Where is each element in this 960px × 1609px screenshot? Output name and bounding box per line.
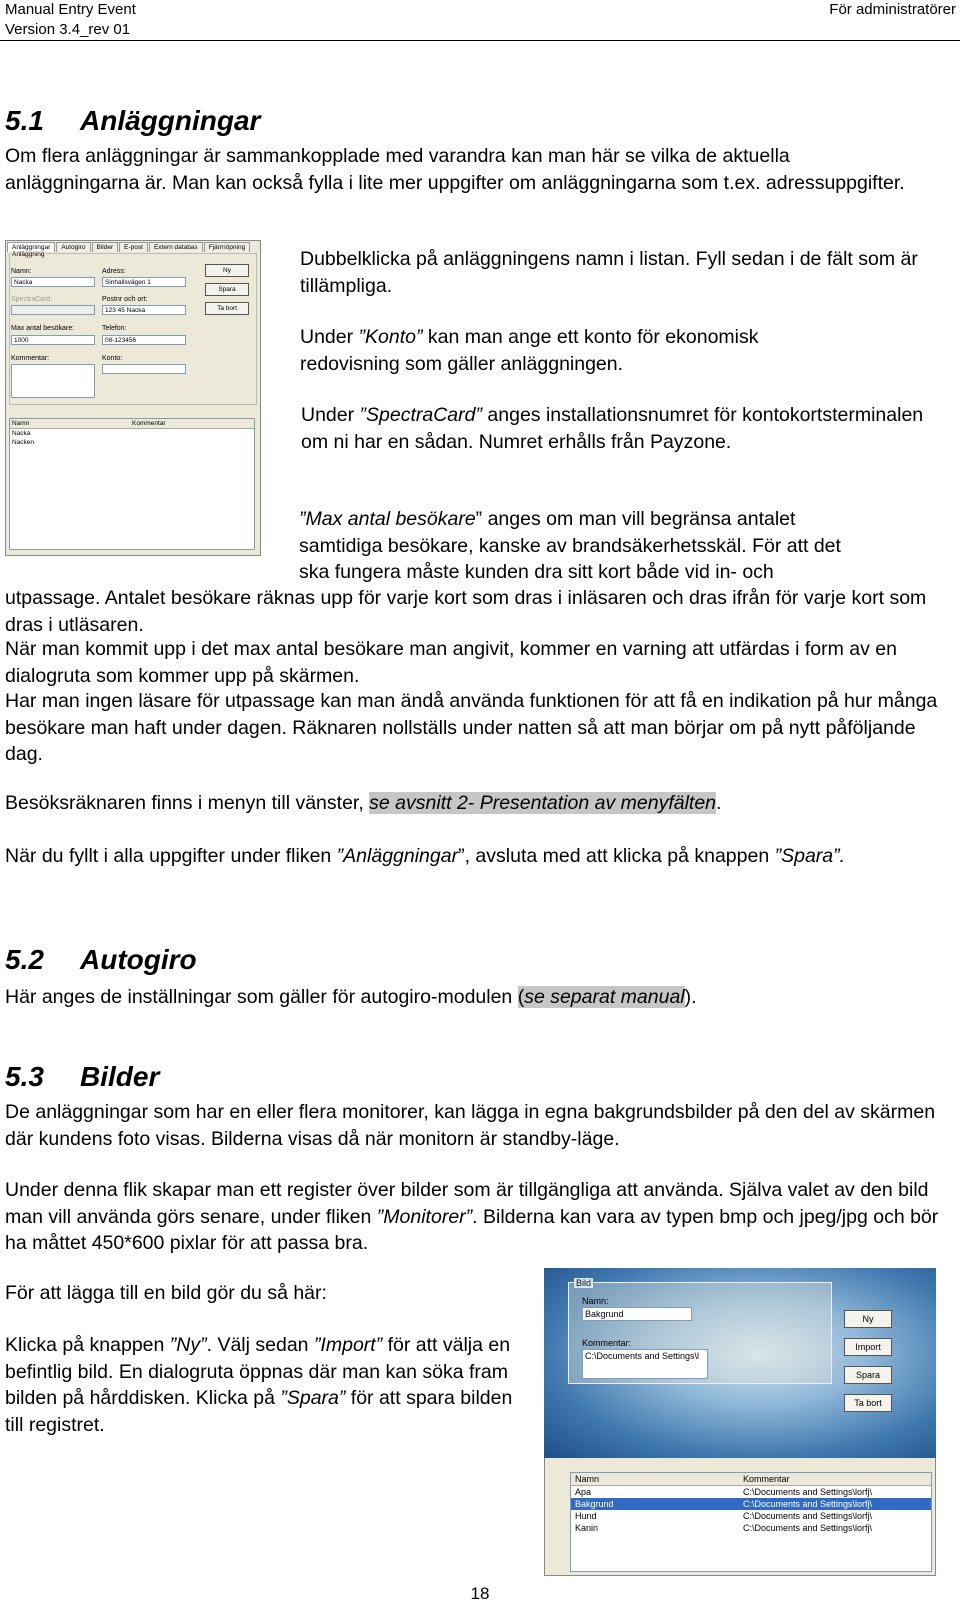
column-header-kommentar[interactable]: Kommentar bbox=[743, 1474, 790, 1484]
heading-title: Anläggningar bbox=[80, 105, 261, 136]
list-item-name: Apa bbox=[575, 1487, 592, 1497]
ny-button[interactable]: Ny bbox=[205, 264, 249, 277]
text: anges installationsnumret för kontokortsterminalen om ni har en sådan. Numret erhålls från Payzone. bbox=[301, 404, 924, 453]
s51-besoksraknaren bbox=[5, 790, 940, 817]
heading-number: 5.2 bbox=[5, 944, 44, 975]
list-item-selected[interactable] bbox=[571, 1498, 931, 1510]
text: ) bbox=[684, 986, 692, 1008]
import-button[interactable]: Import bbox=[844, 1338, 892, 1356]
group-bild-label: Bild bbox=[576, 1278, 592, 1288]
list-item-name: Bakgrund bbox=[575, 1499, 614, 1509]
tab-extern-databas[interactable]: Extern databas bbox=[149, 242, 203, 252]
heading-number: 5.1 bbox=[5, 105, 44, 136]
input-max-besokare[interactable]: 1000 bbox=[11, 335, 95, 345]
s51-konto bbox=[300, 324, 860, 377]
text: kan man ange ett konto för ekonomisk redovisning som gäller anläggningen. bbox=[300, 326, 759, 375]
text: Besöksräknaren finns i menyn till vänster, bbox=[5, 792, 370, 814]
screenshot-bilder bbox=[544, 1268, 936, 1576]
tab-bilder[interactable]: Bilder bbox=[92, 242, 119, 252]
term-spectracard: ”SpectraCard” bbox=[359, 404, 482, 426]
list-item-name: Nacka bbox=[12, 430, 31, 437]
text: . bbox=[716, 792, 722, 814]
input-spectracard[interactable] bbox=[11, 305, 95, 315]
page-number: 18 bbox=[470, 1584, 490, 1603]
ta-bort-button[interactable]: Ta bort bbox=[205, 302, 249, 315]
list-item[interactable] bbox=[571, 1486, 931, 1498]
spara-button[interactable]: Spara bbox=[844, 1366, 892, 1384]
ny-button[interactable]: Ny bbox=[844, 1310, 892, 1328]
column-header-kommentar[interactable]: Kommentar bbox=[132, 420, 166, 427]
cross-reference-link[interactable] bbox=[518, 986, 685, 1008]
label-postnr: Postnr och ort: bbox=[102, 296, 148, 303]
text: Under denna flik skapar man ett register över bilder som är tillgängliga att använda. Själva valet av den bild man vill använda görs senare, under fliken bbox=[5, 1179, 929, 1228]
header-left bbox=[5, 0, 136, 40]
heading-5-2 bbox=[5, 944, 197, 976]
text: Under bbox=[301, 404, 360, 426]
s52-text bbox=[5, 984, 940, 1011]
tab-anlaggningar[interactable]: Anläggningar bbox=[7, 242, 55, 252]
s51-max-lines bbox=[299, 506, 939, 586]
input-postnr[interactable]: 123 45 Nacka bbox=[102, 305, 186, 315]
heading-title: Bilder bbox=[80, 1061, 160, 1092]
list-item-comment: C:\Documents and Settings\lorfj\ bbox=[743, 1487, 873, 1497]
s51-max-rest: utpassage. Antalet besökare räknas upp för varje kort som dras i inläsaren och dras ifrån för varje kort som dras i utläsaren. bbox=[5, 587, 927, 636]
input-namn[interactable]: Bakgrund bbox=[582, 1307, 692, 1321]
term-anlaggningar: ”Anläggningar bbox=[336, 845, 459, 867]
text: . Bilderna kan vara av typen bmp och jpeg/jpg och bör ha måttet 450*600 pixlar för att passa bra. bbox=[5, 1205, 939, 1254]
tab-epost[interactable]: E-post bbox=[119, 242, 148, 252]
tab-fjarroppning[interactable]: Fjärrnöpning bbox=[204, 242, 251, 252]
text: för att spara bilden till registret. bbox=[5, 1387, 513, 1436]
list-item[interactable] bbox=[571, 1522, 931, 1534]
s51-intro: Om flera anläggningar är sammankopplade med varandra kan man här se vilka de aktuella anläggningarna är. Man kan också fylla i lite mer uppgifter om anläggningarna som t.ex. adressuppgifter. bbox=[5, 145, 905, 194]
heading-5-3 bbox=[5, 1061, 159, 1093]
ta-bort-button[interactable]: Ta bort bbox=[844, 1394, 892, 1412]
column-header-namn[interactable]: Namn bbox=[12, 420, 30, 427]
label-adress: Adress: bbox=[102, 268, 126, 275]
text: Klicka på knappen bbox=[5, 1334, 170, 1356]
heading-number: 5.3 bbox=[5, 1061, 44, 1092]
label-spectracard: SpectraCard: bbox=[11, 296, 53, 303]
term-ny: ”Ny” bbox=[169, 1334, 207, 1356]
term-import: ”Import” bbox=[313, 1334, 383, 1356]
list-item[interactable] bbox=[571, 1510, 931, 1522]
text: . Välj sedan bbox=[206, 1334, 314, 1356]
text: se separat manual bbox=[524, 986, 685, 1008]
s51-spara bbox=[5, 843, 940, 870]
column-header-namn[interactable]: Namn bbox=[575, 1474, 600, 1484]
label-konto: Konto: bbox=[102, 355, 123, 362]
s51-varning: När man kommit upp i det max antal besökare man angivit, kommer en varning att utfärdas i form av en dialogruta som kommer upp på skärmen. bbox=[5, 638, 897, 687]
list-item-comment: C:\Documents and Settings\lorfj\ bbox=[743, 1511, 873, 1521]
s53-instruktion: För att lägga till en bild gör du så här: bbox=[5, 1282, 327, 1304]
label-kommentar: Kommentar: bbox=[582, 1338, 632, 1348]
page-header bbox=[0, 0, 960, 41]
text: ”, avsluta med att klicka på knappen bbox=[458, 845, 775, 867]
list-item-name: Nacken bbox=[12, 439, 35, 446]
text: Här anges de inställningar som gäller för autogiro-modulen bbox=[5, 986, 518, 1008]
term-max-besokare: ”Max antal besökare bbox=[299, 508, 476, 530]
list-item[interactable] bbox=[10, 438, 254, 447]
text: ( bbox=[517, 986, 525, 1008]
label-namn: Namn: bbox=[582, 1296, 609, 1306]
cross-reference-link[interactable]: se avsnitt 2- Presentation av menyfälten bbox=[369, 792, 717, 814]
s53-register bbox=[5, 1177, 940, 1257]
anlaggning-list[interactable] bbox=[9, 418, 255, 550]
screenshot-anlaggningar bbox=[5, 240, 261, 556]
text: Under bbox=[300, 326, 359, 348]
input-konto[interactable] bbox=[102, 364, 186, 374]
input-kommentar[interactable]: C:\Documents and Settings\l bbox=[582, 1349, 708, 1379]
list-item-comment: C:\Documents and Settings\lorfj\ bbox=[743, 1499, 873, 1509]
label-max-besokare: Max antal besökare: bbox=[11, 325, 75, 332]
term-spara: ”Spara” bbox=[280, 1387, 346, 1409]
label-namn: Namn: bbox=[11, 268, 32, 275]
label-telefon: Telefon: bbox=[102, 325, 127, 332]
input-telefon[interactable]: 08-123456 bbox=[102, 335, 186, 345]
input-namn[interactable]: Nacka bbox=[11, 277, 95, 287]
header-audience: För administratörer bbox=[829, 1, 956, 18]
list-item[interactable] bbox=[10, 429, 254, 438]
term-monitorer: ”Monitorer” bbox=[376, 1205, 473, 1228]
s51-ingen-lasare: Har man ingen läsare för utpassage kan man ändå använda funktionen för att få en indikation på hur många besökare man haft under dagen. Räknaren nollställs under natten så att man börjar om på nytt påföljande dag. bbox=[5, 690, 938, 765]
input-kommentar[interactable] bbox=[11, 364, 95, 398]
s51-dubbelklicka: Dubbelklicka på anläggningens namn i listan. Fyll sedan i de fält som är tillämpliga. bbox=[300, 248, 918, 297]
term-konto: ”Konto” bbox=[358, 326, 423, 348]
input-adress[interactable]: Sinhallsvägen 1 bbox=[102, 277, 186, 287]
spara-button[interactable]: Spara bbox=[205, 283, 249, 296]
header-version: Version 3.4_rev 01 bbox=[5, 21, 131, 38]
term-spara: ”Spara”. bbox=[774, 845, 846, 867]
s53-steg bbox=[5, 1332, 530, 1438]
list-item-name: Hund bbox=[575, 1511, 597, 1521]
tab-autogiro[interactable]: Autogiro bbox=[56, 242, 90, 252]
group-anlaggning-label: Anläggning bbox=[12, 251, 45, 258]
text: . bbox=[691, 986, 697, 1008]
s53-intro: De anläggningar som har en eller flera monitorer, kan lägga in egna bakgrundsbilder på den del av skärmen där kundens foto visas. Bilderna visas då när monitorn är standby-läge. bbox=[5, 1101, 936, 1150]
list-item-name: Kanin bbox=[575, 1523, 599, 1533]
list-header bbox=[571, 1473, 931, 1486]
bild-list[interactable] bbox=[570, 1472, 932, 1572]
text: för att välja en befintlig bild. En dialogruta öppnas där man kan söka fram bilden på hårddisken. Klicka på bbox=[5, 1334, 511, 1409]
heading-title: Autogiro bbox=[80, 944, 197, 975]
text: ” anges om man vill begränsa antalet bbox=[475, 508, 796, 530]
label-kommentar: Kommentar: bbox=[11, 355, 50, 362]
list-header bbox=[10, 419, 254, 429]
s51-spectracard bbox=[301, 402, 941, 455]
header-doc-title: Manual Entry Event bbox=[5, 1, 136, 18]
text: När du fyllt i alla uppgifter under fliken bbox=[5, 845, 337, 867]
heading-5-1 bbox=[5, 105, 260, 137]
text: ska fungera måste kunden dra sitt kort både vid in- och bbox=[299, 561, 774, 583]
list-item-comment: C:\Documents and Settings\lorfj\ bbox=[743, 1523, 873, 1533]
text: samtidiga besökare, kanske av brandsäkerhetsskäl. För att det bbox=[299, 534, 841, 557]
